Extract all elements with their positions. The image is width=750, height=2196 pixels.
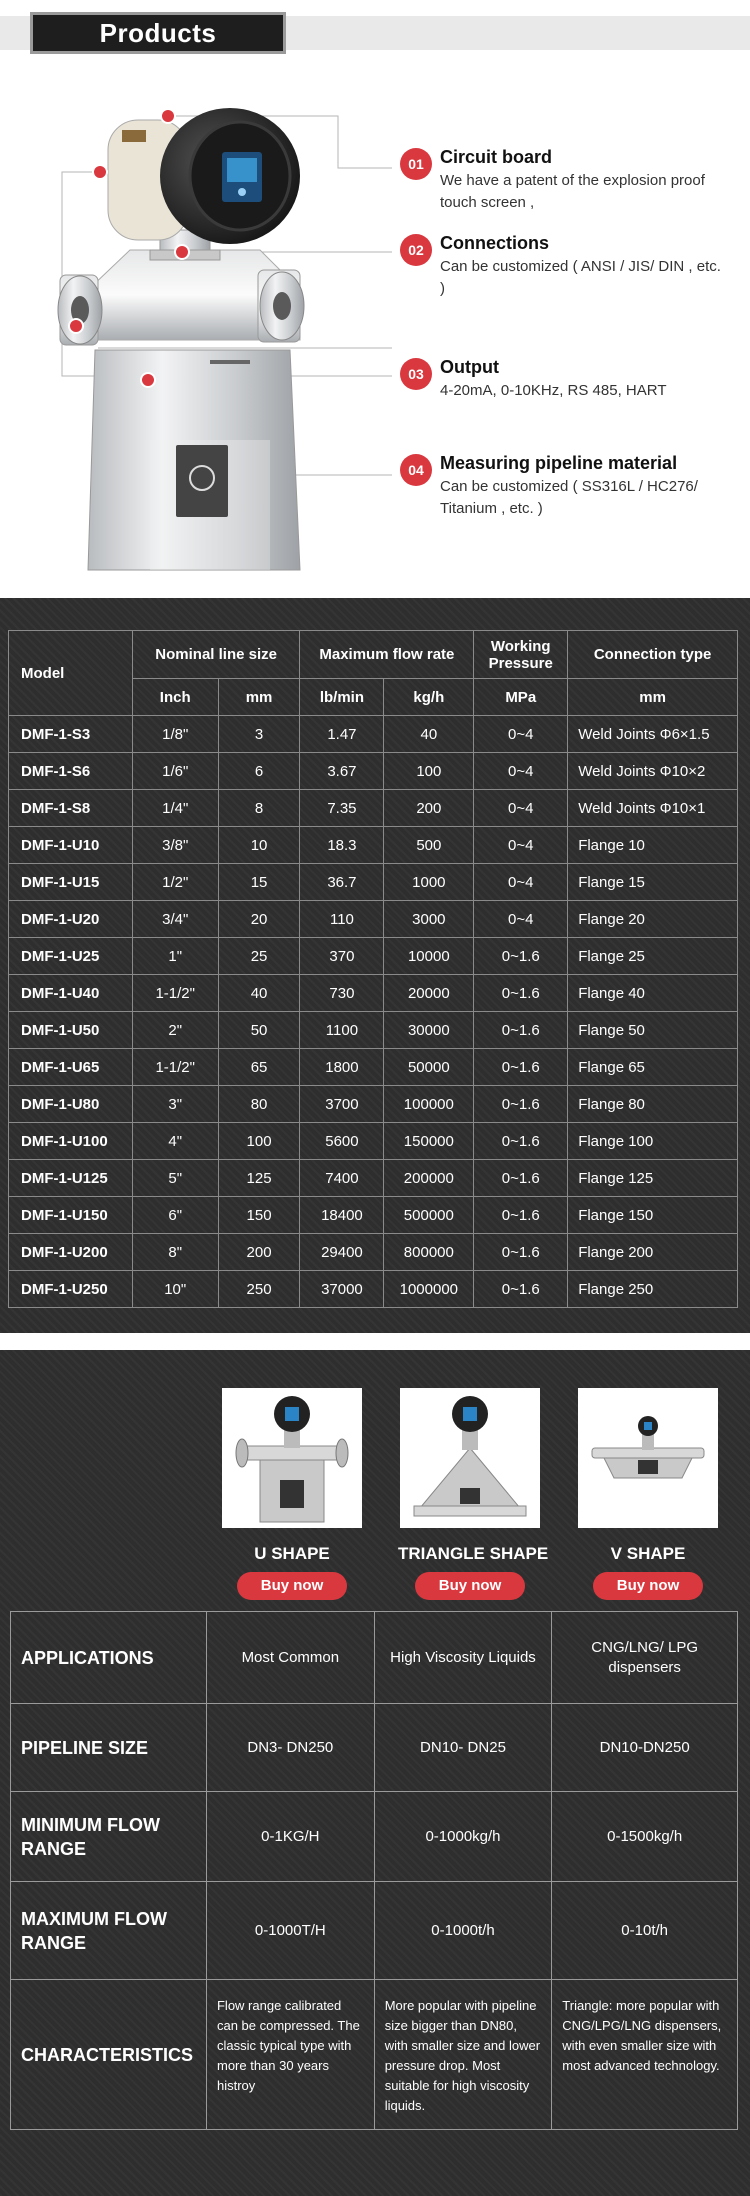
spec-cell-mm: 8	[218, 790, 300, 827]
spec-cell-model: DMF-1-U40	[9, 975, 133, 1012]
spec-row	[9, 901, 738, 938]
spec-cell-connection: Flange 150	[568, 1197, 738, 1234]
spec-cell-model: DMF-1-U20	[9, 901, 133, 938]
feature-title: Connections	[440, 233, 550, 253]
spec-cell-model: DMF-1-U25	[9, 938, 133, 975]
spec-row	[9, 1123, 738, 1160]
spec-cell-inch: 2"	[132, 1012, 218, 1049]
unit-inch: Inch	[132, 679, 218, 716]
spec-cell-model: DMF-1-U15	[9, 864, 133, 901]
spec-cell-inch: 1-1/2"	[132, 975, 218, 1012]
spec-cell-lbmin: 370	[300, 938, 384, 975]
spec-cell-mm: 80	[218, 1086, 300, 1123]
spec-cell-inch: 1/6"	[132, 753, 218, 790]
header-model: Model	[9, 631, 133, 716]
spec-cell-pressure: 0~1.6	[474, 1123, 568, 1160]
spec-cell-pressure: 0~1.6	[474, 1012, 568, 1049]
row-label: MINIMUM FLOW RANGE	[11, 1792, 207, 1882]
cell-triangle: DN10- DN25	[374, 1704, 552, 1792]
spec-cell-kgh: 20000	[384, 975, 474, 1012]
spec-cell-model: DMF-1-U200	[9, 1234, 133, 1271]
spec-cell-model: DMF-1-U125	[9, 1160, 133, 1197]
spec-cell-lbmin: 3700	[300, 1086, 384, 1123]
spec-cell-lbmin: 37000	[300, 1271, 384, 1308]
spec-cell-pressure: 0~4	[474, 716, 568, 753]
spec-cell-connection: Flange 10	[568, 827, 738, 864]
spec-cell-lbmin: 18400	[300, 1197, 384, 1234]
spec-cell-connection: Flange 25	[568, 938, 738, 975]
triangle-shape-image	[400, 1388, 540, 1528]
cell-u: 0-1000T/H	[206, 1882, 374, 1980]
spec-cell-connection: Flange 40	[568, 975, 738, 1012]
feature-connections	[400, 232, 730, 300]
spec-cell-kgh: 100	[384, 753, 474, 790]
spec-cell-inch: 6"	[132, 1197, 218, 1234]
u-shape-image	[222, 1388, 362, 1528]
spec-cell-model: DMF-1-S6	[9, 753, 133, 790]
spec-cell-inch: 3/8"	[132, 827, 218, 864]
spec-cell-pressure: 0~4	[474, 790, 568, 827]
spec-cell-pressure: 0~1.6	[474, 1086, 568, 1123]
spec-cell-connection: Flange 50	[568, 1012, 738, 1049]
spec-row	[9, 1234, 738, 1271]
spec-cell-mm: 100	[218, 1123, 300, 1160]
spec-cell-model: DMF-1-S8	[9, 790, 133, 827]
spec-cell-lbmin: 7.35	[300, 790, 384, 827]
feature-circuit-board	[400, 146, 730, 214]
spec-cell-lbmin: 5600	[300, 1123, 384, 1160]
spec-row	[9, 1160, 738, 1197]
spec-cell-inch: 10"	[132, 1271, 218, 1308]
buy-now-button[interactable]: Buy now	[237, 1572, 347, 1600]
comparison-table	[10, 1611, 738, 2130]
spec-cell-kgh: 1000	[384, 864, 474, 901]
product-illustration	[0, 80, 420, 600]
spec-cell-connection: Flange 125	[568, 1160, 738, 1197]
spec-row	[9, 1271, 738, 1308]
row-min-flow	[11, 1792, 738, 1882]
row-label: CHARACTERISTICS	[11, 1980, 207, 2130]
spec-row	[9, 827, 738, 864]
row-characteristics	[11, 1980, 738, 2130]
cell-triangle: 0-1000t/h	[374, 1882, 552, 1980]
feature-desc: Can be customized ( ANSI / JIS/ DIN , etc. )	[440, 258, 721, 297]
spec-cell-pressure: 0~4	[474, 827, 568, 864]
spec-table	[8, 630, 738, 1308]
spec-cell-connection: Weld Joints Φ10×2	[568, 753, 738, 790]
feature-number: 03	[400, 358, 432, 390]
spec-cell-kgh: 3000	[384, 901, 474, 938]
row-pipeline-size	[11, 1704, 738, 1792]
spec-cell-kgh: 500000	[384, 1197, 474, 1234]
spec-cell-mm: 25	[218, 938, 300, 975]
spec-cell-model: DMF-1-U80	[9, 1086, 133, 1123]
spec-cell-connection: Flange 100	[568, 1123, 738, 1160]
spec-row	[9, 864, 738, 901]
spec-cell-lbmin: 1.47	[300, 716, 384, 753]
header-line-size: Nominal line size	[132, 631, 300, 679]
spec-cell-lbmin: 110	[300, 901, 384, 938]
unit-lbmin: lb/min	[300, 679, 384, 716]
row-max-flow	[11, 1882, 738, 1980]
card-v-shape	[576, 1388, 720, 1600]
spec-cell-lbmin: 18.3	[300, 827, 384, 864]
flowmeter-image	[0, 80, 420, 600]
spec-cell-pressure: 0~1.6	[474, 975, 568, 1012]
spec-cell-inch: 8"	[132, 1234, 218, 1271]
unit-conn-mm: mm	[568, 679, 738, 716]
spec-cell-kgh: 10000	[384, 938, 474, 975]
cell-u: DN3- DN250	[206, 1704, 374, 1792]
spec-cell-pressure: 0~1.6	[474, 1049, 568, 1086]
spec-cell-lbmin: 36.7	[300, 864, 384, 901]
spec-cell-model: DMF-1-U100	[9, 1123, 133, 1160]
spec-cell-inch: 1"	[132, 938, 218, 975]
feature-number: 04	[400, 454, 432, 486]
spec-cell-inch: 1/8"	[132, 716, 218, 753]
feature-title: Circuit board	[440, 147, 553, 167]
spec-cell-mm: 50	[218, 1012, 300, 1049]
spec-cell-inch: 4"	[132, 1123, 218, 1160]
spec-cell-lbmin: 1100	[300, 1012, 384, 1049]
spec-cell-model: DMF-1-S3	[9, 716, 133, 753]
spec-cell-mm: 20	[218, 901, 300, 938]
spec-cell-pressure: 0~1.6	[474, 938, 568, 975]
spec-cell-model: DMF-1-U150	[9, 1197, 133, 1234]
card-triangle-shape	[398, 1388, 549, 1600]
spec-row	[9, 1197, 738, 1234]
buy-now-button[interactable]: Buy now	[415, 1572, 525, 1600]
spec-cell-mm: 150	[218, 1197, 300, 1234]
spec-cell-connection: Weld Joints Φ10×1	[568, 790, 738, 827]
spec-row	[9, 716, 738, 753]
cell-triangle: High Viscosity Liquids	[374, 1612, 552, 1704]
spec-cell-mm: 40	[218, 975, 300, 1012]
shape-label: V SHAPE	[610, 1544, 686, 1563]
cell-u: 0-1KG/H	[206, 1792, 374, 1882]
spec-cell-inch: 1/2"	[132, 864, 218, 901]
spec-cell-lbmin: 29400	[300, 1234, 384, 1271]
v-shape-image	[578, 1388, 718, 1528]
feature-desc: We have a patent of the explosion proof touch screen ,	[440, 172, 705, 211]
spec-cell-mm: 250	[218, 1271, 300, 1308]
spec-row	[9, 1049, 738, 1086]
spec-cell-lbmin: 1800	[300, 1049, 384, 1086]
spec-cell-pressure: 0~4	[474, 864, 568, 901]
spec-cell-model: DMF-1-U250	[9, 1271, 133, 1308]
cell-triangle: More popular with pipeline size bigger than DN80, with smaller size and lower pressure drop. Most suitable for high viscosity liquids.	[374, 1980, 552, 2130]
spec-cell-mm: 10	[218, 827, 300, 864]
spec-row	[9, 790, 738, 827]
spec-row	[9, 975, 738, 1012]
unit-mm: mm	[218, 679, 300, 716]
unit-kgh: kg/h	[384, 679, 474, 716]
feature-title: Output	[440, 357, 499, 377]
feature-pipeline-material	[400, 452, 730, 520]
spec-cell-inch: 3/4"	[132, 901, 218, 938]
spec-cell-mm: 125	[218, 1160, 300, 1197]
spec-cell-mm: 65	[218, 1049, 300, 1086]
header-connection: Connection type	[568, 631, 738, 679]
spec-row	[9, 1086, 738, 1123]
cell-v: DN10-DN250	[552, 1704, 738, 1792]
spec-row	[9, 753, 738, 790]
row-label: MAXIMUM FLOW RANGE	[11, 1882, 207, 1980]
spec-cell-pressure: 0~1.6	[474, 1271, 568, 1308]
spec-cell-kgh: 30000	[384, 1012, 474, 1049]
spec-cell-connection: Weld Joints Φ6×1.5	[568, 716, 738, 753]
row-label: APPLICATIONS	[11, 1612, 207, 1704]
spec-cell-kgh: 40	[384, 716, 474, 753]
spec-cell-lbmin: 3.67	[300, 753, 384, 790]
spec-cell-lbmin: 730	[300, 975, 384, 1012]
spec-cell-kgh: 1000000	[384, 1271, 474, 1308]
spec-cell-inch: 3"	[132, 1086, 218, 1123]
feature-number: 02	[400, 234, 432, 266]
spec-cell-pressure: 0~1.6	[474, 1160, 568, 1197]
spec-cell-mm: 15	[218, 864, 300, 901]
feature-number: 01	[400, 148, 432, 180]
spec-cell-connection: Flange 65	[568, 1049, 738, 1086]
spec-row	[9, 1012, 738, 1049]
header-pressure: Working Pressure	[474, 631, 568, 679]
spec-cell-kgh: 100000	[384, 1086, 474, 1123]
feature-desc: Can be customized ( SS316L / HC276/ Titanium , etc. )	[440, 478, 698, 517]
spec-row	[9, 938, 738, 975]
spec-cell-connection: Flange 200	[568, 1234, 738, 1271]
spec-cell-kgh: 200000	[384, 1160, 474, 1197]
cell-u: Flow range calibrated can be compressed. The classic typical type with more than 30 years histroy	[206, 1980, 374, 2130]
spec-cell-kgh: 150000	[384, 1123, 474, 1160]
spec-cell-kgh: 800000	[384, 1234, 474, 1271]
spec-cell-inch: 1/4"	[132, 790, 218, 827]
spec-cell-pressure: 0~1.6	[474, 1234, 568, 1271]
cell-v: CNG/LNG/ LPG dispensers	[552, 1612, 738, 1704]
feature-output	[400, 356, 730, 402]
cell-v: Triangle: more popular with CNG/LPG/LNG dispensers, with even smaller size with most advanced technology.	[552, 1980, 738, 2130]
row-label: PIPELINE SIZE	[11, 1704, 207, 1792]
page-title: Products	[30, 12, 286, 54]
cell-u: Most Common	[206, 1612, 374, 1704]
spec-cell-pressure: 0~4	[474, 753, 568, 790]
spec-cell-kgh: 200	[384, 790, 474, 827]
card-u-shape	[220, 1388, 364, 1600]
cell-v: 0-10t/h	[552, 1882, 738, 1980]
spec-cell-mm: 200	[218, 1234, 300, 1271]
spec-cell-kgh: 500	[384, 827, 474, 864]
feature-desc: 4-20mA, 0-10KHz, RS 485, HART	[440, 382, 667, 399]
spec-cell-inch: 1-1/2"	[132, 1049, 218, 1086]
spec-cell-kgh: 50000	[384, 1049, 474, 1086]
spec-cell-model: DMF-1-U50	[9, 1012, 133, 1049]
feature-title: Measuring pipeline material	[440, 453, 678, 473]
spec-cell-mm: 6	[218, 753, 300, 790]
unit-mpa: MPa	[474, 679, 568, 716]
row-applications	[11, 1612, 738, 1704]
cell-triangle: 0-1000kg/h	[374, 1792, 552, 1882]
spec-cell-connection: Flange 15	[568, 864, 738, 901]
buy-now-button[interactable]: Buy now	[593, 1572, 703, 1600]
spec-cell-lbmin: 7400	[300, 1160, 384, 1197]
header-flow-rate: Maximum flow rate	[300, 631, 474, 679]
spec-cell-connection: Flange 20	[568, 901, 738, 938]
spec-cell-model: DMF-1-U10	[9, 827, 133, 864]
spec-cell-pressure: 0~4	[474, 901, 568, 938]
spec-cell-connection: Flange 80	[568, 1086, 738, 1123]
cell-v: 0-1500kg/h	[552, 1792, 738, 1882]
spec-cell-inch: 5"	[132, 1160, 218, 1197]
shape-label: TRIANGLE SHAPE	[398, 1544, 549, 1563]
shape-label: U SHAPE	[254, 1544, 330, 1563]
spec-cell-pressure: 0~1.6	[474, 1197, 568, 1234]
spec-cell-model: DMF-1-U65	[9, 1049, 133, 1086]
spec-cell-connection: Flange 250	[568, 1271, 738, 1308]
spec-cell-mm: 3	[218, 716, 300, 753]
